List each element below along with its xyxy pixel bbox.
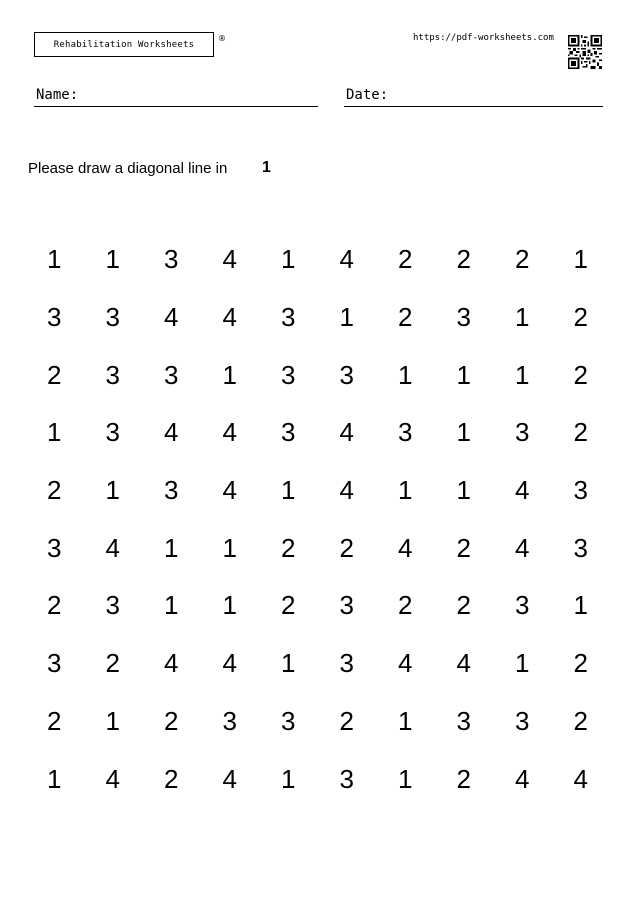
number-cell[interactable]: 2 bbox=[164, 705, 179, 736]
number-cell[interactable]: 4 bbox=[222, 475, 237, 506]
number-cell[interactable]: 4 bbox=[456, 648, 471, 679]
number-cell[interactable]: 1 bbox=[222, 590, 237, 621]
number-cell[interactable]: 1 bbox=[515, 648, 530, 679]
number-cell[interactable]: 2 bbox=[515, 244, 530, 275]
number-cell[interactable]: 1 bbox=[47, 244, 62, 275]
website-url: https://pdf-worksheets.com bbox=[413, 33, 554, 43]
number-cell[interactable]: 1 bbox=[456, 417, 471, 448]
number-cell[interactable]: 1 bbox=[456, 475, 471, 506]
number-cell[interactable]: 4 bbox=[105, 532, 120, 563]
number-cell[interactable]: 2 bbox=[456, 532, 471, 563]
number-cell[interactable]: 1 bbox=[515, 359, 530, 390]
number-cell[interactable]: 4 bbox=[222, 763, 237, 794]
number-cell[interactable]: 2 bbox=[398, 302, 413, 333]
number-cell[interactable]: 4 bbox=[164, 302, 179, 333]
number-cell[interactable]: 2 bbox=[573, 648, 588, 679]
number-cell[interactable]: 4 bbox=[515, 475, 530, 506]
number-cell[interactable]: 4 bbox=[573, 763, 588, 794]
number-cell[interactable]: 3 bbox=[47, 648, 62, 679]
date-label: Date: bbox=[346, 87, 389, 103]
date-field[interactable] bbox=[344, 86, 603, 107]
number-cell[interactable]: 3 bbox=[456, 705, 471, 736]
number-cell[interactable]: 2 bbox=[281, 532, 296, 563]
number-cell[interactable]: 1 bbox=[164, 590, 179, 621]
number-cell[interactable]: 4 bbox=[339, 475, 354, 506]
number-cell[interactable]: 1 bbox=[47, 763, 62, 794]
brand-label-box bbox=[34, 32, 214, 57]
number-cell[interactable]: 4 bbox=[164, 417, 179, 448]
number-cell[interactable]: 2 bbox=[339, 705, 354, 736]
number-cell[interactable]: 1 bbox=[398, 705, 413, 736]
number-cell[interactable]: 1 bbox=[398, 475, 413, 506]
number-cell[interactable]: 3 bbox=[105, 359, 120, 390]
number-cell[interactable]: 3 bbox=[339, 359, 354, 390]
number-cell[interactable]: 4 bbox=[222, 302, 237, 333]
number-cell[interactable]: 3 bbox=[281, 705, 296, 736]
number-cell[interactable]: 1 bbox=[573, 244, 588, 275]
number-cell[interactable]: 2 bbox=[573, 417, 588, 448]
number-cell[interactable]: 3 bbox=[281, 417, 296, 448]
number-cell[interactable]: 2 bbox=[47, 705, 62, 736]
number-cell[interactable]: 3 bbox=[47, 532, 62, 563]
number-cell[interactable]: 2 bbox=[398, 244, 413, 275]
number-cell[interactable]: 3 bbox=[164, 475, 179, 506]
registered-mark: ® bbox=[218, 34, 226, 43]
number-cell[interactable]: 4 bbox=[222, 648, 237, 679]
number-cell[interactable]: 3 bbox=[281, 302, 296, 333]
number-cell[interactable]: 2 bbox=[339, 532, 354, 563]
number-cell[interactable]: 2 bbox=[456, 590, 471, 621]
number-cell[interactable]: 4 bbox=[164, 648, 179, 679]
number-cell[interactable]: 3 bbox=[398, 417, 413, 448]
number-cell[interactable]: 3 bbox=[515, 590, 530, 621]
number-cell[interactable]: 3 bbox=[164, 359, 179, 390]
number-cell[interactable]: 4 bbox=[222, 417, 237, 448]
number-cell[interactable]: 1 bbox=[222, 532, 237, 563]
number-cell[interactable]: 1 bbox=[105, 475, 120, 506]
number-cell[interactable]: 2 bbox=[573, 359, 588, 390]
number-cell[interactable]: 1 bbox=[164, 532, 179, 563]
number-cell[interactable]: 3 bbox=[339, 590, 354, 621]
number-cell[interactable]: 2 bbox=[47, 590, 62, 621]
number-cell[interactable]: 4 bbox=[398, 532, 413, 563]
number-cell[interactable]: 4 bbox=[105, 763, 120, 794]
instruction-text: Please draw a diagonal line in bbox=[28, 160, 228, 177]
number-cell[interactable]: 1 bbox=[281, 648, 296, 679]
number-cell[interactable]: 2 bbox=[573, 302, 588, 333]
number-cell[interactable]: 1 bbox=[456, 359, 471, 390]
number-cell[interactable]: 1 bbox=[398, 763, 413, 794]
number-cell[interactable]: 3 bbox=[515, 417, 530, 448]
number-cell[interactable]: 3 bbox=[105, 417, 120, 448]
number-cell[interactable]: 3 bbox=[105, 302, 120, 333]
name-label: Name: bbox=[36, 87, 79, 103]
number-cell[interactable]: 4 bbox=[339, 417, 354, 448]
number-cell[interactable]: 1 bbox=[515, 302, 530, 333]
number-cell[interactable]: 3 bbox=[573, 475, 588, 506]
number-cell[interactable]: 1 bbox=[398, 359, 413, 390]
number-cell[interactable]: 2 bbox=[47, 475, 62, 506]
number-cell[interactable]: 2 bbox=[456, 763, 471, 794]
number-cell[interactable]: 4 bbox=[515, 532, 530, 563]
name-field[interactable] bbox=[34, 86, 318, 107]
number-cell[interactable]: 1 bbox=[47, 417, 62, 448]
number-cell[interactable]: 4 bbox=[222, 244, 237, 275]
qr-code-icon bbox=[568, 35, 602, 69]
number-cell[interactable]: 3 bbox=[339, 763, 354, 794]
number-cell[interactable]: 2 bbox=[456, 244, 471, 275]
number-cell[interactable]: 3 bbox=[47, 302, 62, 333]
number-cell[interactable]: 3 bbox=[339, 648, 354, 679]
number-cell[interactable]: 2 bbox=[164, 763, 179, 794]
number-cell[interactable]: 1 bbox=[573, 590, 588, 621]
number-cell[interactable]: 1 bbox=[281, 244, 296, 275]
number-cell[interactable]: 1 bbox=[105, 244, 120, 275]
number-cell[interactable]: 2 bbox=[573, 705, 588, 736]
number-cell[interactable]: 1 bbox=[105, 705, 120, 736]
number-cell[interactable]: 2 bbox=[398, 590, 413, 621]
number-cell[interactable]: 3 bbox=[164, 244, 179, 275]
brand-label: Rehabilitation Worksheets bbox=[53, 39, 195, 50]
number-cell[interactable]: 2 bbox=[105, 648, 120, 679]
number-cell[interactable]: 2 bbox=[47, 359, 62, 390]
number-cell[interactable]: 1 bbox=[222, 359, 237, 390]
number-cell[interactable]: 4 bbox=[398, 648, 413, 679]
number-cell[interactable]: 1 bbox=[339, 302, 354, 333]
number-cell[interactable]: 3 bbox=[456, 302, 471, 333]
number-cell[interactable]: 3 bbox=[222, 705, 237, 736]
number-cell[interactable]: 4 bbox=[339, 244, 354, 275]
number-cell[interactable]: 3 bbox=[105, 590, 120, 621]
number-cell[interactable]: 1 bbox=[281, 763, 296, 794]
number-cell[interactable]: 3 bbox=[573, 532, 588, 563]
number-cell[interactable]: 3 bbox=[515, 705, 530, 736]
number-cell[interactable]: 3 bbox=[281, 359, 296, 390]
number-cell[interactable]: 4 bbox=[515, 763, 530, 794]
number-cell[interactable]: 2 bbox=[281, 590, 296, 621]
number-cell[interactable]: 1 bbox=[281, 475, 296, 506]
target-number: 1 bbox=[262, 159, 271, 176]
number-grid bbox=[25, 231, 610, 808]
